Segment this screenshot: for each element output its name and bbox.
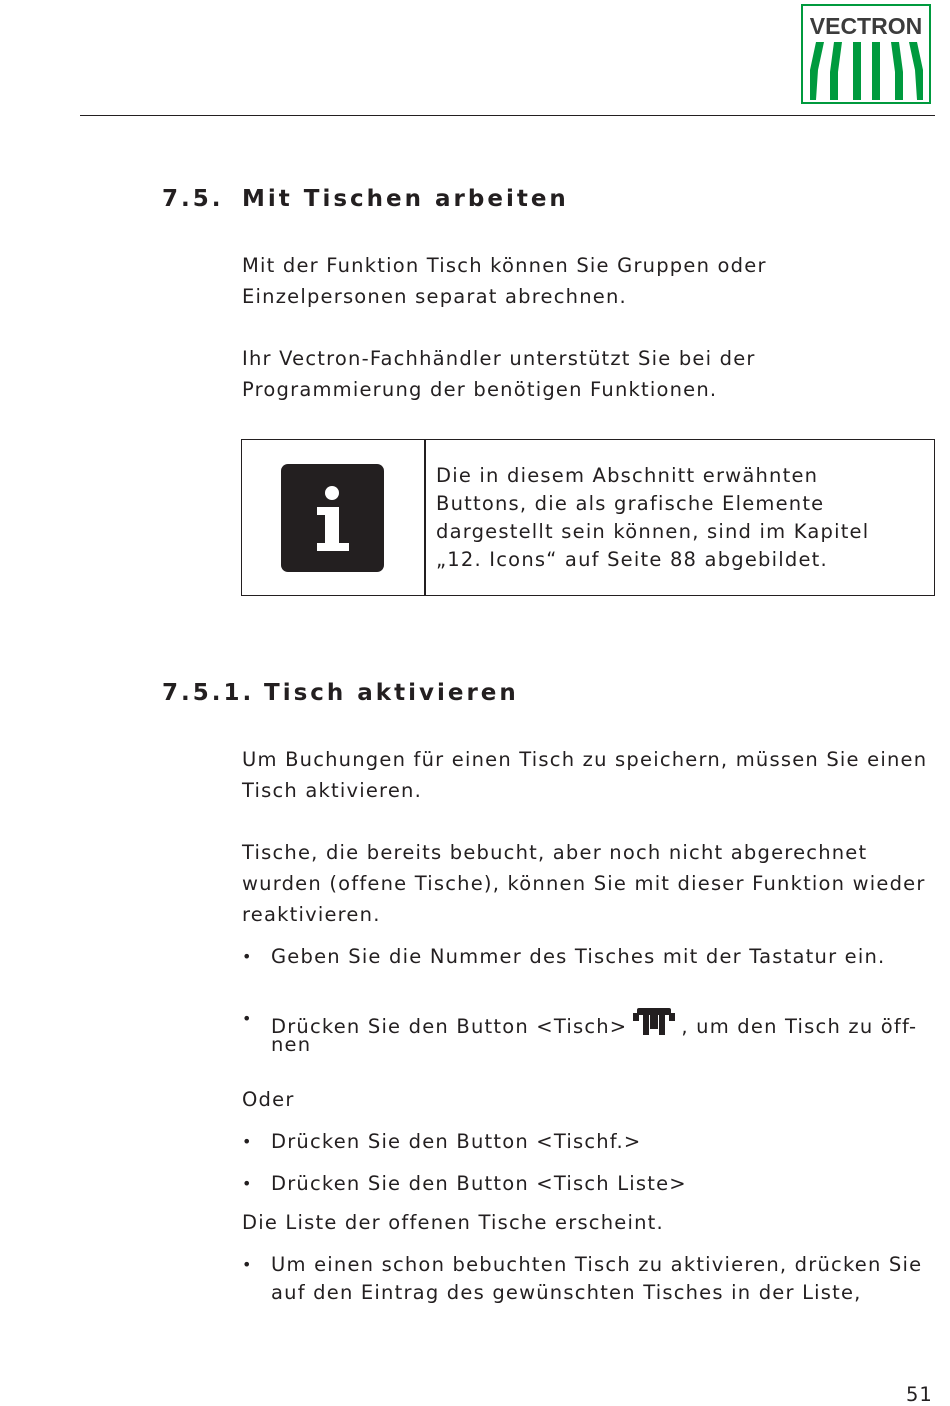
sub-para1-line1: Um Buchungen für einen Tisch zu speichern, müssen Sie einen bbox=[242, 748, 928, 771]
subsection-heading bbox=[162, 680, 519, 706]
bullet-dot: • bbox=[242, 1174, 253, 1193]
section-para2-line2: Programmierung der benötigen Funktionen. bbox=[242, 378, 718, 401]
bullet2-after: , um den Tisch zu öff- bbox=[681, 1015, 918, 1038]
list-item-text: auf den Eintrag des gewünschten Tisches in der Liste, bbox=[271, 1281, 862, 1304]
list-item-text: Drücken Sie den Button <Tisch Liste> bbox=[271, 1172, 687, 1195]
section-para1-line2: Einzelpersonen separat abrechnen. bbox=[242, 285, 627, 308]
list-item-text: Drücken Sie den Button <Tischf.> bbox=[271, 1130, 642, 1153]
section-para1-line1: Mit der Funktion Tisch können Sie Gruppen oder bbox=[242, 254, 767, 277]
section-number: 7.5. bbox=[162, 186, 224, 212]
sub-para1-line2: Tisch aktivieren. bbox=[242, 779, 422, 802]
bullet-dot: • bbox=[242, 1255, 253, 1274]
bullet-dot: • bbox=[242, 1132, 253, 1151]
note-divider bbox=[424, 440, 426, 595]
table-icon bbox=[633, 1005, 675, 1046]
list-item-text: Geben Sie die Nummer des Tisches mit der Tastatur ein. bbox=[271, 945, 886, 968]
list-item-text bbox=[271, 1005, 917, 1046]
sub-para2-line1: Tische, die bereits bebucht, aber noch nicht abgerechnet bbox=[242, 841, 868, 864]
list-appears-text: Die Liste der offenen Tische erscheint. bbox=[242, 1211, 664, 1234]
section-heading bbox=[162, 186, 569, 212]
note-line: Die in diesem Abschnitt erwähnten bbox=[436, 464, 819, 487]
list-item-text: nen bbox=[271, 1033, 312, 1056]
vectron-logo bbox=[801, 4, 931, 104]
logo-mark-icon bbox=[810, 42, 923, 100]
subsection-title: Tisch aktivieren bbox=[264, 680, 519, 706]
list-item-text: Um einen schon bebuchten Tisch zu aktivieren, drücken Sie bbox=[271, 1253, 923, 1276]
section-title: Mit Tischen arbeiten bbox=[242, 186, 569, 212]
page-number: 51 bbox=[906, 1383, 933, 1406]
oder-text: Oder bbox=[242, 1088, 295, 1111]
logo-text: VECTRON bbox=[809, 13, 923, 39]
header-rule bbox=[80, 115, 935, 116]
note-line: dargestellt sein können, sind im Kapitel bbox=[436, 520, 870, 543]
note-text bbox=[436, 462, 916, 574]
info-note-box bbox=[241, 439, 935, 596]
bullet-dot: • bbox=[242, 1009, 253, 1028]
section-para2-line1: Ihr Vectron-Fachhändler unterstützt Sie bei der bbox=[242, 347, 756, 370]
subsection-number: 7.5.1. bbox=[162, 680, 255, 706]
bullet-dot: • bbox=[242, 947, 253, 966]
note-line: „12. Icons“ auf Seite 88 abgebildet. bbox=[436, 548, 828, 571]
bullet2-before: Drücken Sie den Button <Tisch> bbox=[271, 1015, 628, 1038]
info-icon bbox=[281, 464, 384, 572]
note-line: Buttons, die als grafische Elemente bbox=[436, 492, 825, 515]
sub-para2-line3: reaktivieren. bbox=[242, 903, 381, 926]
sub-para2-line2: wurden (offene Tische), können Sie mit dieser Funktion wieder bbox=[242, 872, 926, 895]
